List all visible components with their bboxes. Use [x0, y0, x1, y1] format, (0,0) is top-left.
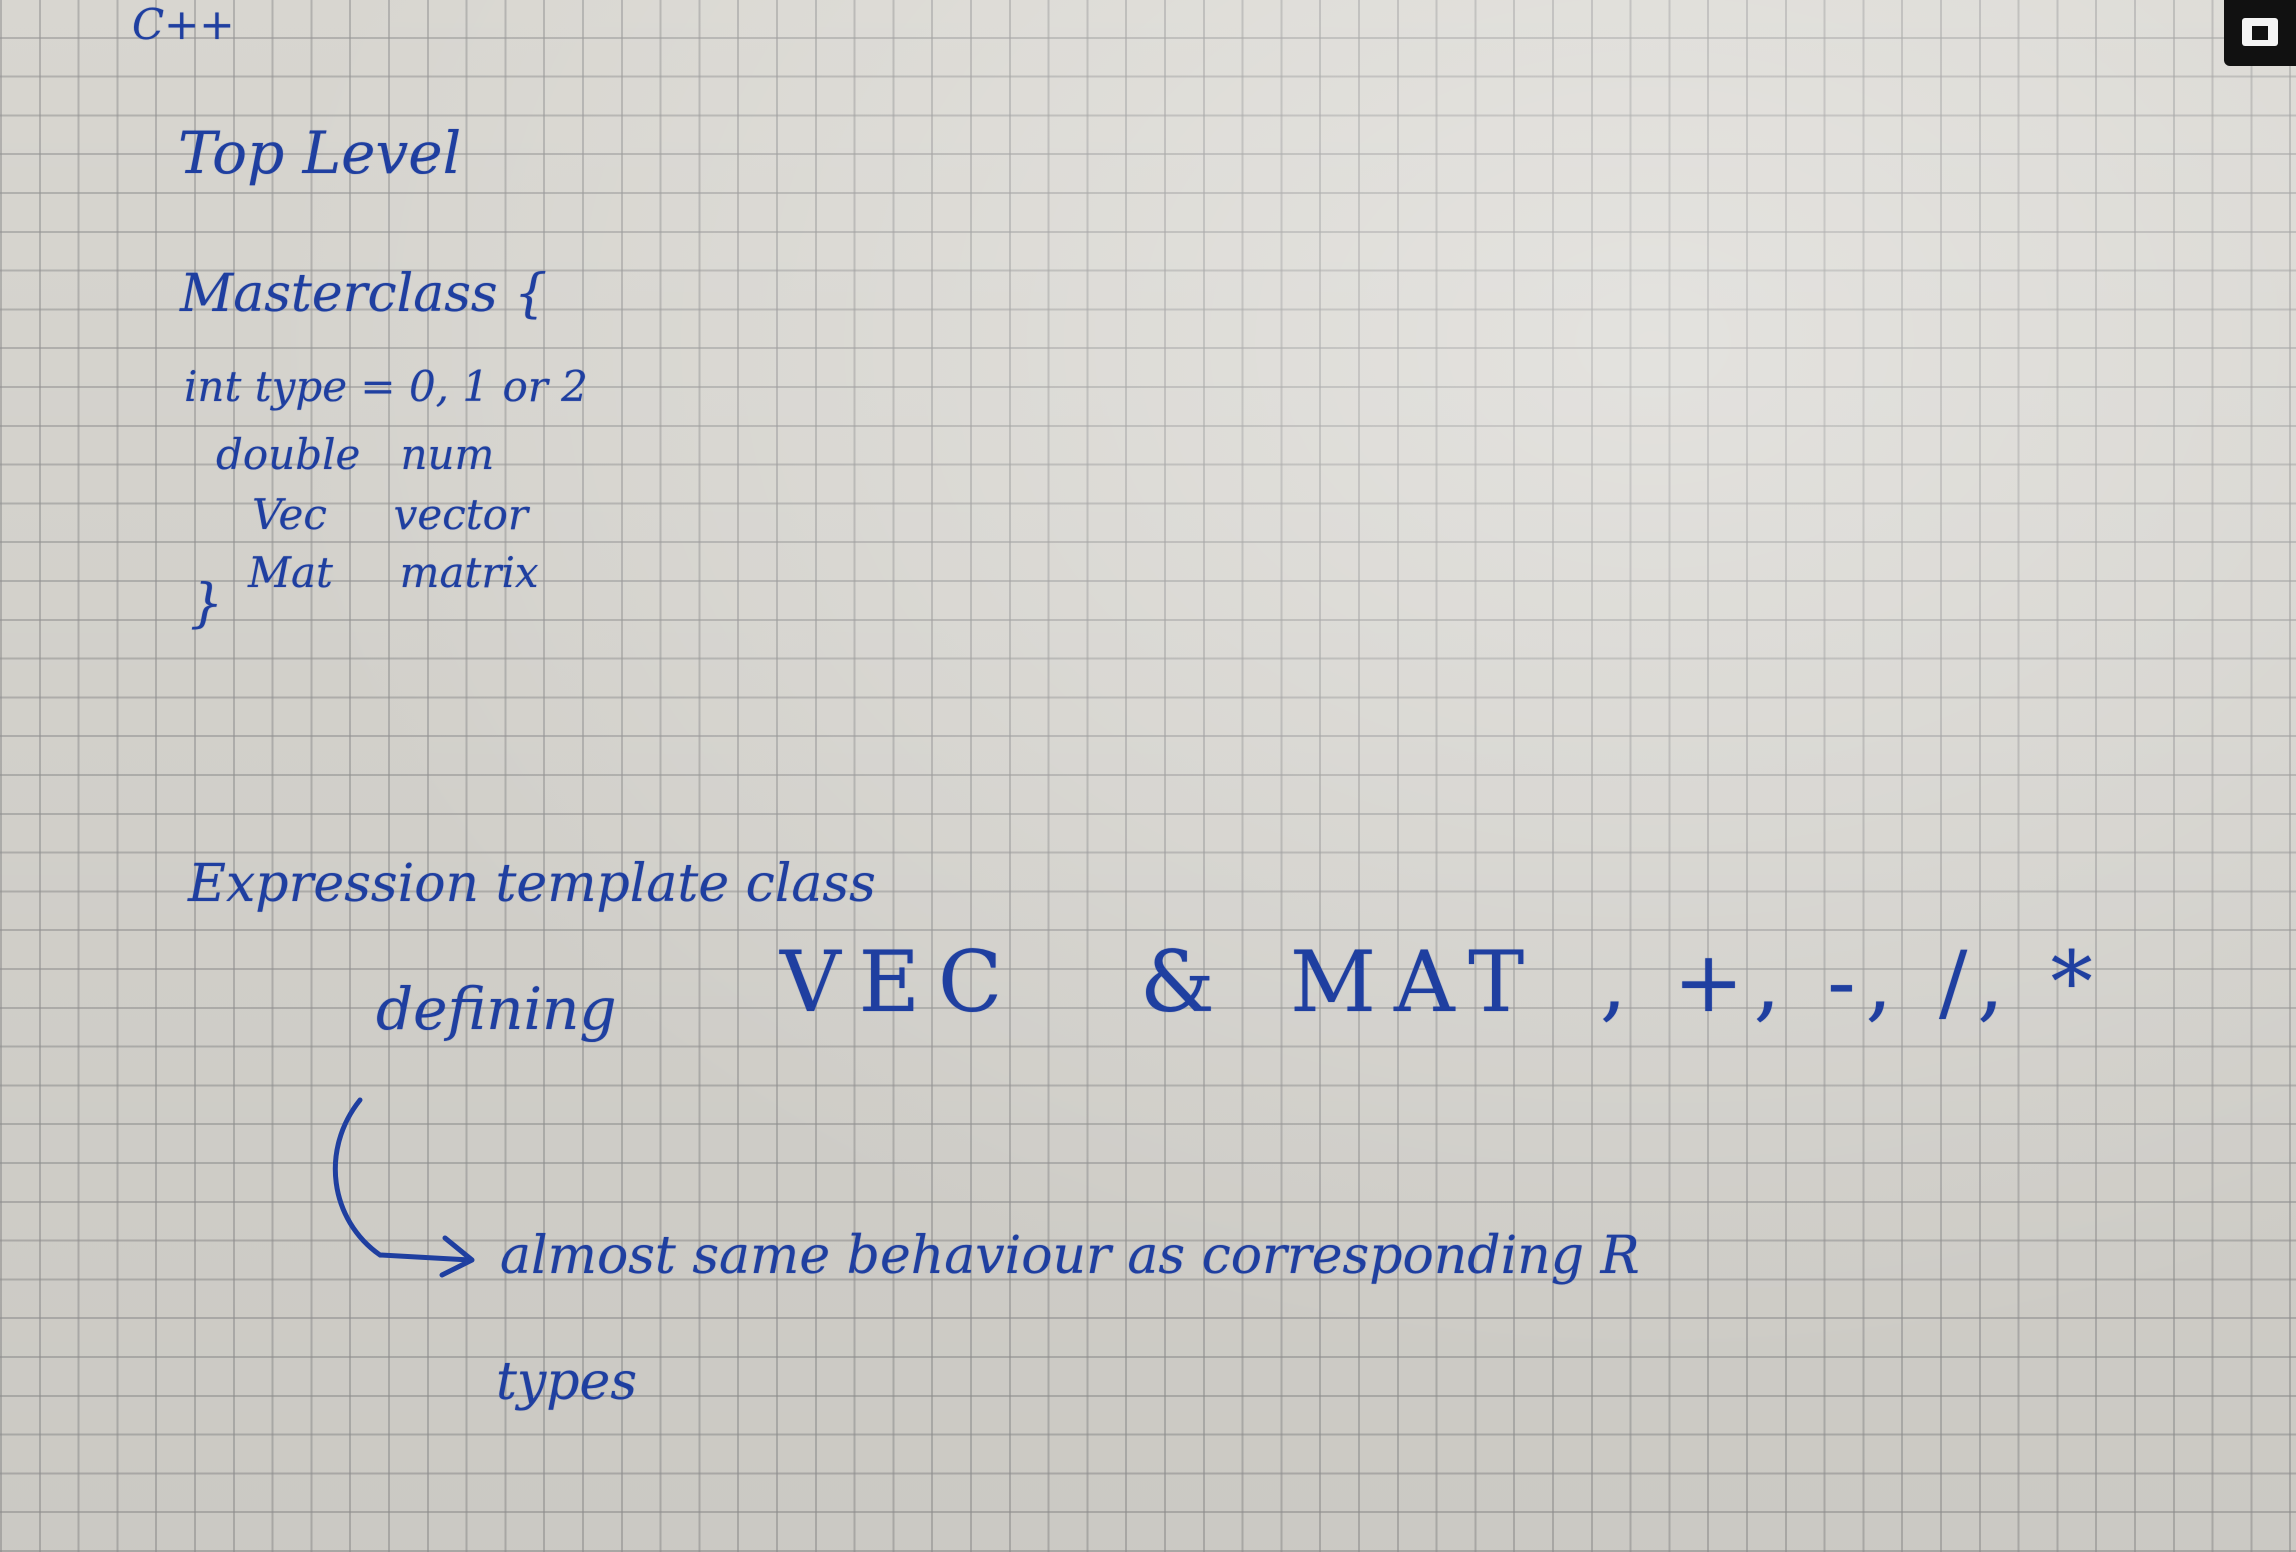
corner-tab	[2224, 0, 2296, 66]
result-line-1: almost same behaviour as corresponding R	[500, 1226, 1640, 1286]
section2-title: Expression template class	[188, 854, 876, 914]
defining-label: defining	[376, 975, 617, 1043]
corner-mark-icon	[2238, 12, 2282, 52]
section1-title: Top Level	[178, 119, 462, 187]
operator-list: , +, -, /, *	[1600, 933, 2103, 1031]
field-type-line: int type = 0, 1 or 2	[184, 362, 588, 411]
class-open-line: Masterclass {	[180, 264, 548, 324]
field-double-line: double num	[216, 430, 495, 479]
ampersand: &	[1140, 933, 1233, 1031]
result-line-2: types	[496, 1352, 638, 1412]
mat-label: MAT	[1290, 933, 1543, 1031]
note-heading: C++	[132, 0, 235, 49]
hook-arrow-icon	[320, 1090, 500, 1290]
class-close-brace: }	[190, 574, 224, 634]
vec-label: VEC	[780, 933, 1021, 1031]
field-mat-line: Mat matrix	[248, 548, 539, 597]
field-vec-line: Vec vector	[252, 490, 528, 539]
